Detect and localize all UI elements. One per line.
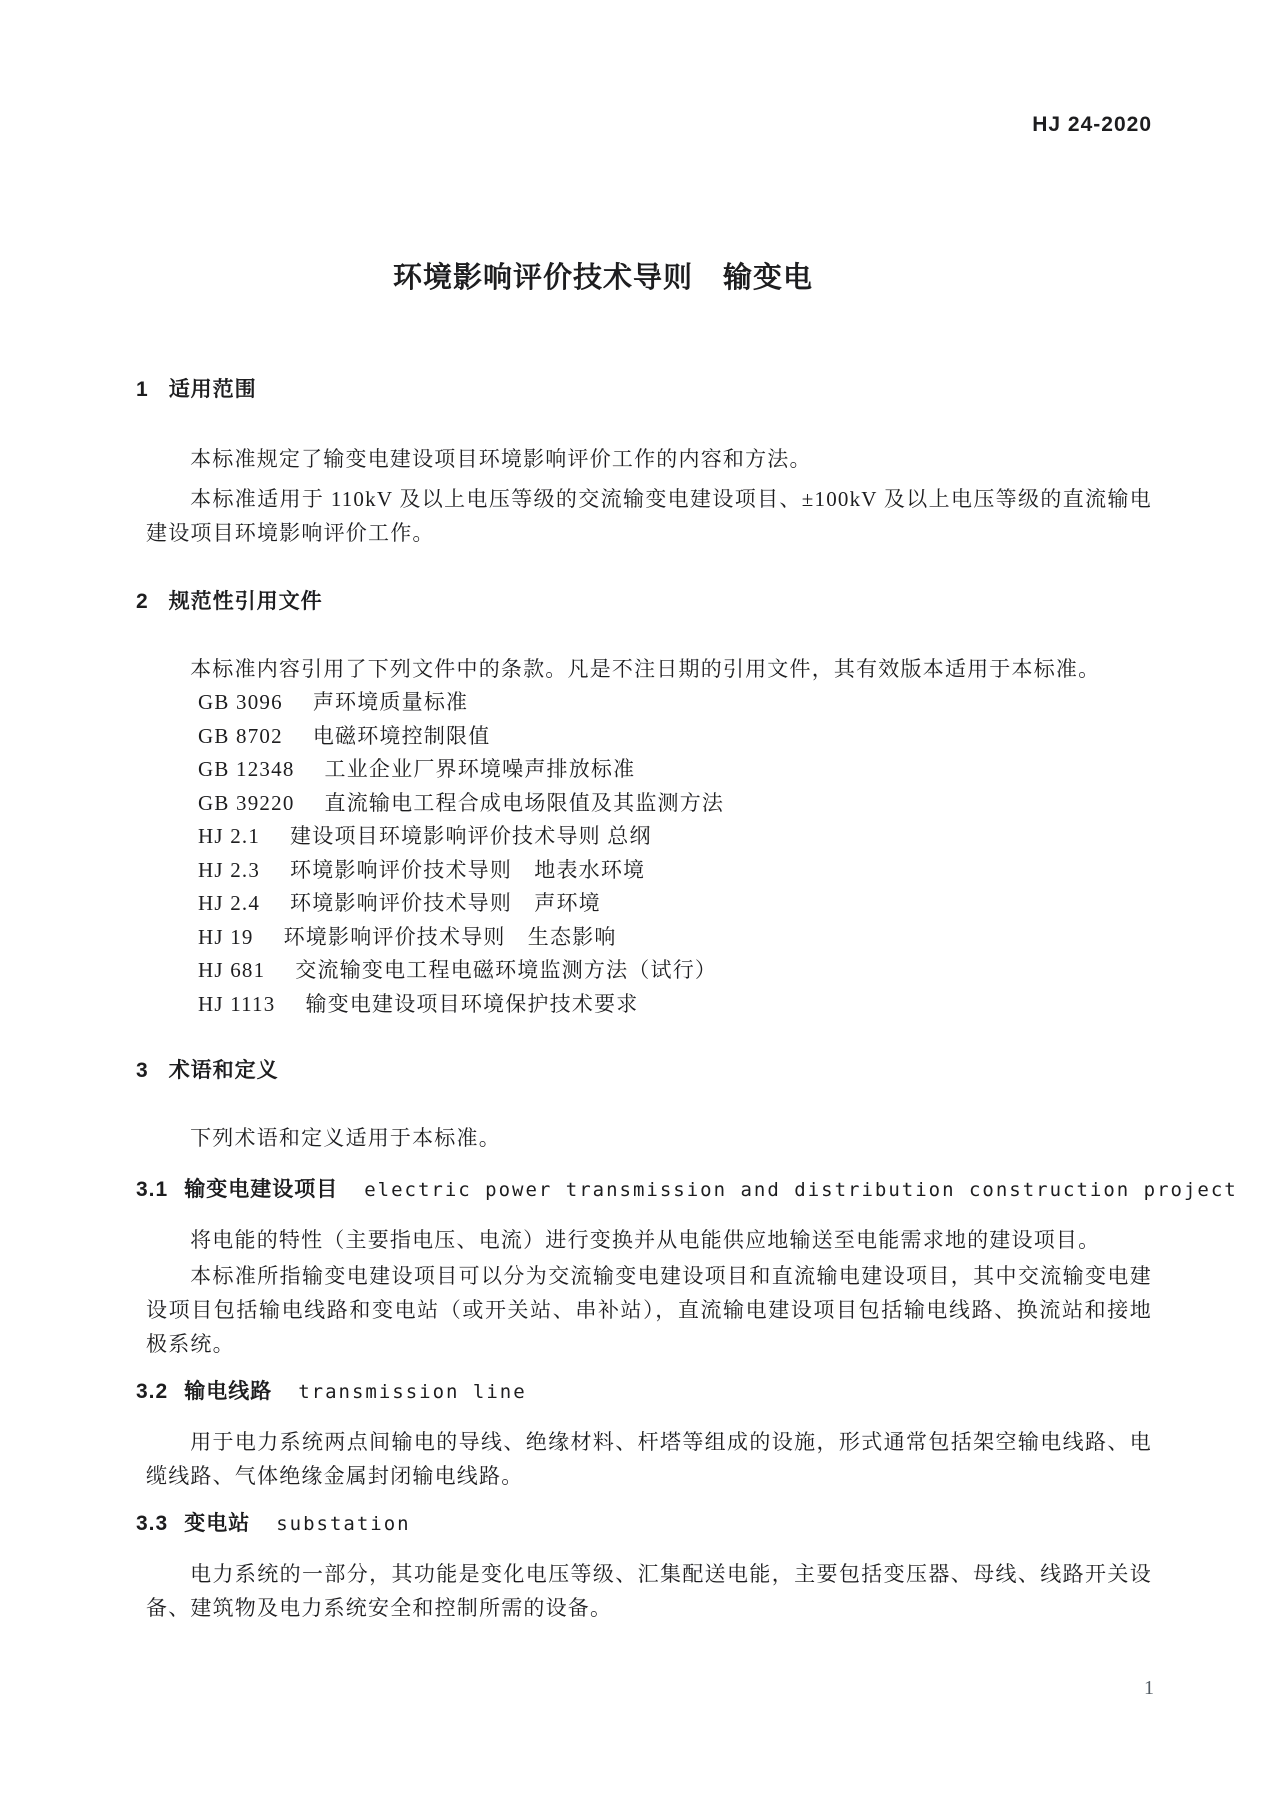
section-number: 3 <box>136 1059 149 1082</box>
doc-header <box>146 112 1152 138</box>
reference-title: 直流输电工程合成电场限值及其监测方法 <box>324 790 725 815</box>
term-name-zh: 输电线路 <box>184 1380 273 1403</box>
reference-code: GB 39220 <box>198 790 295 815</box>
reference-code: HJ 2.1 <box>198 824 261 848</box>
term-number: 3.2 <box>136 1380 169 1403</box>
reference-item <box>198 887 1152 921</box>
paragraph: 电力系统的一部分，其功能是变化电压等级、汇集配送电能，主要包括变压器、母线、线路开关设备、建筑物及电力系统安全和控制所需的设备。 <box>146 1562 1152 1620</box>
section-2-heading <box>136 588 1152 616</box>
reference-item <box>198 686 1152 720</box>
doc-code: HJ 24-2020 <box>1032 113 1152 136</box>
reference-item <box>198 753 1152 787</box>
reference-title: 工业企业厂界环境噪声排放标准 <box>324 757 636 781</box>
section-3-heading <box>136 1057 1152 1085</box>
reference-code: HJ 2.4 <box>198 891 261 915</box>
section-scope <box>136 376 1152 550</box>
reference-item <box>198 954 1152 988</box>
term-name-en: electric power transmission and distribution construction project <box>364 1179 1238 1201</box>
reference-item <box>198 787 1152 821</box>
paragraph: 本标准规定了输变电建设项目环境影响评价工作的内容和方法。 <box>190 447 812 471</box>
section-terms-definitions <box>136 1057 1238 1625</box>
paragraph: 用于电力系统两点间输电的导线、绝缘材料、杆塔等组成的设施，形式通常包括架空输电线路、电缆线路、气体绝缘金属封闭输电线路。 <box>146 1430 1152 1488</box>
section-title: 术语和定义 <box>168 1059 279 1082</box>
term-number: 3.3 <box>136 1512 169 1535</box>
reference-item <box>198 921 1152 955</box>
term-3-2-heading <box>136 1377 1152 1407</box>
reference-item <box>198 720 1152 754</box>
reference-title: 电磁环境控制限值 <box>312 723 491 748</box>
reference-code: HJ 1113 <box>198 991 276 1016</box>
section-title: 适用范围 <box>168 378 257 401</box>
section-title: 规范性引用文件 <box>168 590 323 613</box>
term-name-en: transmission line <box>298 1381 527 1403</box>
reference-item <box>198 854 1152 888</box>
reference-list <box>146 686 1152 1021</box>
term-name-zh: 变电站 <box>184 1512 251 1535</box>
reference-code: HJ 681 <box>198 958 266 982</box>
section-1-heading <box>136 376 1152 404</box>
section-normative-references <box>136 588 1152 1021</box>
paragraph: 本标准适用于 110kV 及以上电压等级的交流输变电建设项目、±100kV 及以上电压等级的直流输电建设项目环境影响评价工作。 <box>146 487 1152 545</box>
reference-code: HJ 19 <box>198 924 254 949</box>
reference-title: 建设项目环境影响评价技术导则 总纲 <box>290 824 652 848</box>
page-footer <box>1144 1676 1154 1700</box>
paragraph: 下列术语和定义适用于本标准。 <box>190 1126 501 1150</box>
reference-code: GB 3096 <box>198 690 283 714</box>
section-number: 1 <box>136 378 149 401</box>
section-number: 2 <box>136 590 149 613</box>
reference-code: GB 8702 <box>198 723 283 748</box>
term-3-1-heading <box>136 1175 1238 1205</box>
paragraph: 本标准内容引用了下列文件中的条款。凡是不注日期的引用文件，其有效版本适用于本标准。 <box>190 657 1101 681</box>
term-name-zh: 输变电建设项目 <box>184 1178 339 1201</box>
reference-code: HJ 2.3 <box>198 857 261 882</box>
doc-title: 环境影响评价技术导则 输变电 <box>392 262 813 294</box>
reference-title: 声环境质量标准 <box>312 690 469 714</box>
reference-title: 环境影响评价技术导则 地表水环境 <box>290 857 646 882</box>
reference-code: GB 12348 <box>198 757 295 781</box>
term-name-en: substation <box>276 1513 411 1535</box>
page-number: 1 <box>1144 1677 1154 1699</box>
paragraph: 将电能的特性（主要指电压、电流）进行变换并从电能供应地输送至电能需求地的建设项目。 <box>190 1228 1101 1252</box>
reference-title: 交流输变电工程电磁环境监测方法（试行） <box>295 958 718 982</box>
paragraph: 本标准所指输变电建设项目可以分为交流输变电建设项目和直流输电建设项目，其中交流输变电建设项目包括输电线路和变电站（或开关站、串补站），直流输电建设项目包括输电线路、换流站和接地极系统。 <box>146 1264 1152 1356</box>
reference-item <box>198 988 1152 1022</box>
reference-item <box>198 820 1152 854</box>
reference-title: 环境影响评价技术导则 声环境 <box>290 891 601 915</box>
term-3-3-heading <box>136 1509 1152 1539</box>
reference-title: 环境影响评价技术导则 生态影响 <box>283 924 617 949</box>
term-number: 3.1 <box>136 1178 169 1201</box>
reference-title: 输变电建设项目环境保护技术要求 <box>305 991 639 1016</box>
